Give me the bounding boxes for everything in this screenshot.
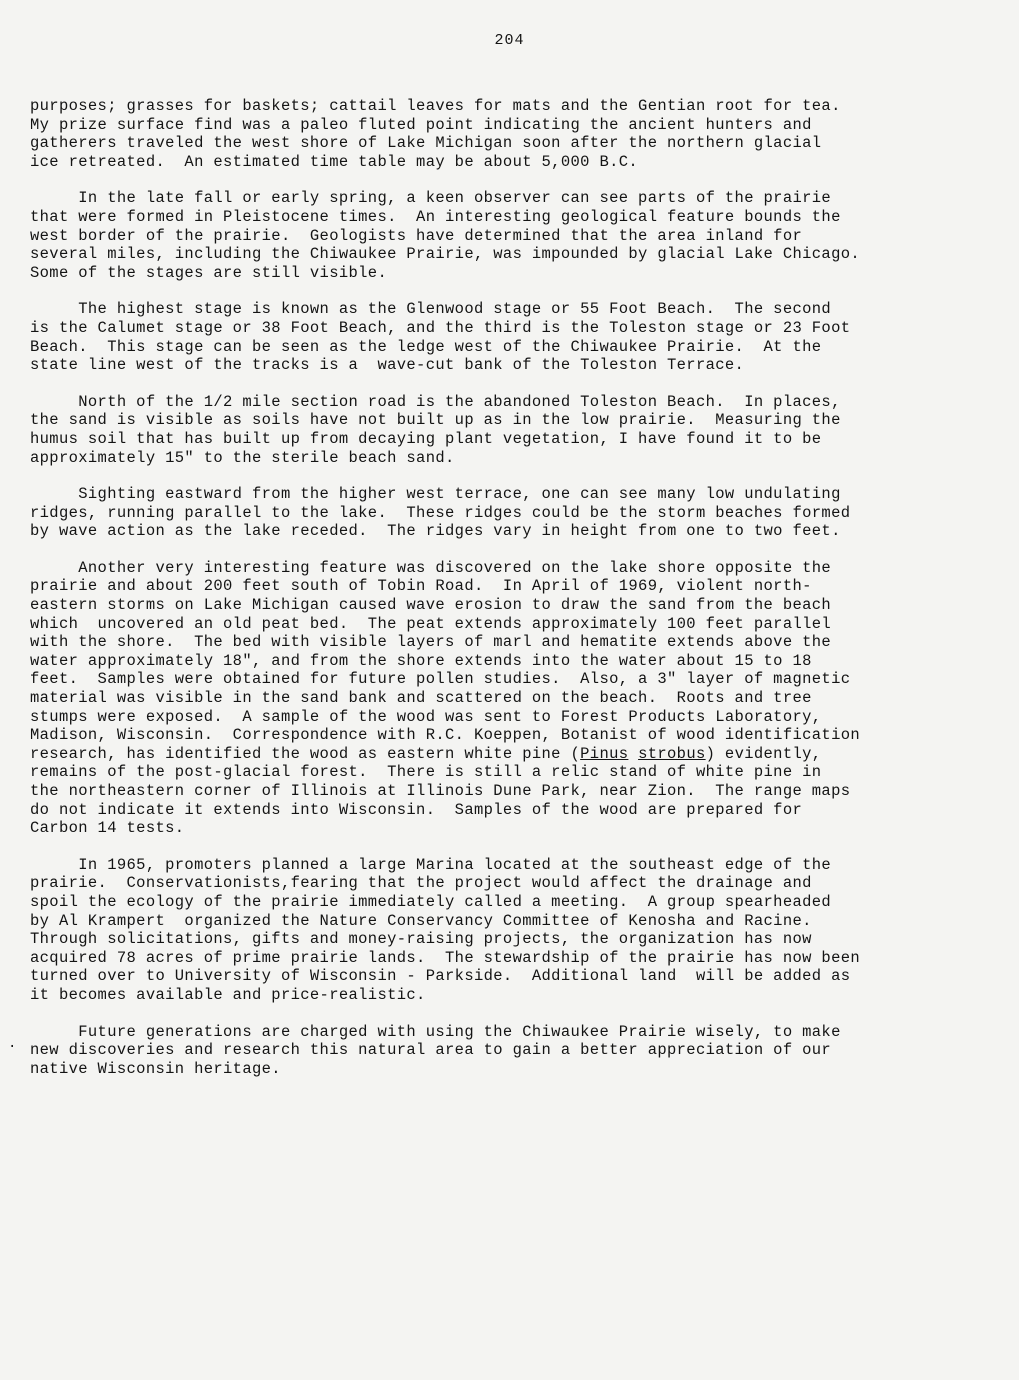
text-line: Through solicitations, gifts and money-raising projects, the organization has now	[30, 930, 812, 949]
text-line: acquired 78 acres of prime prairie lands. The stewardship of the prairie has now been	[30, 948, 861, 967]
text-line: prairie. Conservationists,fearing that the project would affect the drainage and	[30, 874, 812, 893]
text-line: which uncovered an old peat bed. The peat extends approximately 100 feet parallel	[30, 614, 832, 633]
text-line: several miles, including the Chiwaukee Prairie, was impounded by glacial Lake Chicago.	[30, 245, 861, 264]
text-line: ice retreated. An estimated time table may be about 5,000 B.C.	[30, 152, 639, 171]
text-line: native Wisconsin heritage.	[30, 1059, 281, 1078]
paragraph	[30, 485, 1010, 541]
text-line: ridges, running parallel to the lake. These ridges could be the storm beaches formed	[30, 503, 851, 522]
underlined-term: strobus	[638, 744, 706, 763]
text-line: that were formed in Pleistocene times. An interesting geological feature bounds the	[30, 207, 841, 226]
text-line: by Al Krampert organized the Nature Conservancy Committee of Kenosha and Racine.	[30, 911, 812, 930]
text-line: In 1965, promoters planned a large Marina located at the southeast edge of the	[30, 855, 832, 874]
text-line: spoil the ecology of the prairie immediately called a meeting. A group spearheaded	[30, 892, 832, 911]
underlined-term: Pinus	[580, 744, 629, 763]
text-line: North of the 1/2 mile section road is the abandoned Toleston Beach. In places,	[30, 392, 841, 411]
text-line: new discoveries and research this natural area to gain a better appreciation of our	[30, 1041, 832, 1060]
text-line: approximately 15" to the sterile beach sand.	[30, 448, 455, 467]
text-line: state line west of the tracks is a wave-cut bank of the Toleston Terrace.	[30, 356, 745, 375]
text-line: with the shore. The bed with visible layers of marl and hematite extends above the	[30, 633, 832, 652]
text-line: purposes; grasses for baskets; cattail leaves for mats and the Gentian root for tea.	[30, 97, 841, 115]
text-line: Future generations are charged with using the Chiwaukee Prairie wisely, to make	[30, 1022, 841, 1041]
text-line: material was visible in the sand bank and scattered on the beach. Roots and tree	[30, 689, 812, 708]
text-line: feet. Samples were obtained for future pollen studies. Also, a 3" layer of magnetic	[30, 670, 851, 689]
paragraph	[30, 1023, 1010, 1079]
text-line: humus soil that has built up from decaying plant vegetation, I have found it to be	[30, 429, 822, 448]
text-line: the northeastern corner of Illinois at Illinois Dune Park, near Zion. The range maps	[30, 782, 851, 800]
paragraph	[30, 856, 1010, 1005]
text-line: The highest stage is known as the Glenwood stage or 55 Foot Beach. The second	[30, 300, 832, 319]
text-line: research, has identified the wood as eastern white pine (Pinus strobus) evidently,	[30, 744, 822, 763]
paragraph	[30, 97, 1010, 171]
text-line: stumps were exposed. A sample of the wood was sent to Forest Products Laboratory,	[30, 707, 822, 726]
text-line: water approximately 18", and from the shore extends into the water about 15 to 18	[30, 651, 812, 670]
paragraph	[30, 393, 1010, 467]
text-line: is the Calumet stage or 38 Foot Beach, and the third is the Toleston stage or 23 Foot	[30, 318, 851, 337]
text-line: by wave action as the lake receded. The ridges vary in height from one to two feet.	[30, 522, 841, 541]
text-line: do not indicate it extends into Wisconsin. Samples of the wood are prepared for	[30, 800, 803, 819]
text-line: gatherers traveled the west shore of Lake Michigan soon after the northern glacial	[30, 134, 822, 153]
text-line: the sand is visible as soils have not built up as in the low prairie. Measuring the	[30, 411, 841, 430]
page-number: 204	[494, 32, 525, 49]
text-line: prairie and about 200 feet south of Tobin Road. In April of 1969, violent north-	[30, 577, 812, 596]
stray-mark: .	[8, 1036, 17, 1052]
text-line: Beach. This stage can be seen as the ledge west of the Chiwaukee Prairie. At the	[30, 337, 822, 356]
text-line: Madison, Wisconsin. Correspondence with R.C. Koeppen, Botanist of wood identification	[30, 726, 861, 745]
text-line: west border of the prairie. Geologists have determined that the area inland for	[30, 226, 803, 245]
text-line: it becomes available and price-realistic.	[30, 985, 426, 1004]
paragraph	[30, 559, 1010, 838]
text-line: eastern storms on Lake Michigan caused wave erosion to draw the sand from the beach	[30, 596, 832, 615]
text-line: Carbon 14 tests.	[30, 819, 185, 838]
paragraph	[30, 300, 1010, 374]
paragraph	[30, 189, 1010, 282]
text-line: My prize surface find was a paleo fluted point indicating the ancient hunters and	[30, 115, 812, 134]
body-text	[30, 97, 1010, 1096]
text-line: In the late fall or early spring, a keen observer can see parts of the prairie	[30, 189, 832, 208]
text-line: remains of the post-glacial forest. There is still a relic stand of white pine in	[30, 763, 822, 782]
text-line: Sighting eastward from the higher west terrace, one can see many low undulating	[30, 485, 841, 504]
text-line: turned over to University of Wisconsin - Parkside. Additional land will be added as	[30, 967, 851, 986]
text-line: Some of the stages are still visible.	[30, 263, 388, 282]
text-line: Another very interesting feature was discovered on the lake shore opposite the	[30, 558, 832, 577]
